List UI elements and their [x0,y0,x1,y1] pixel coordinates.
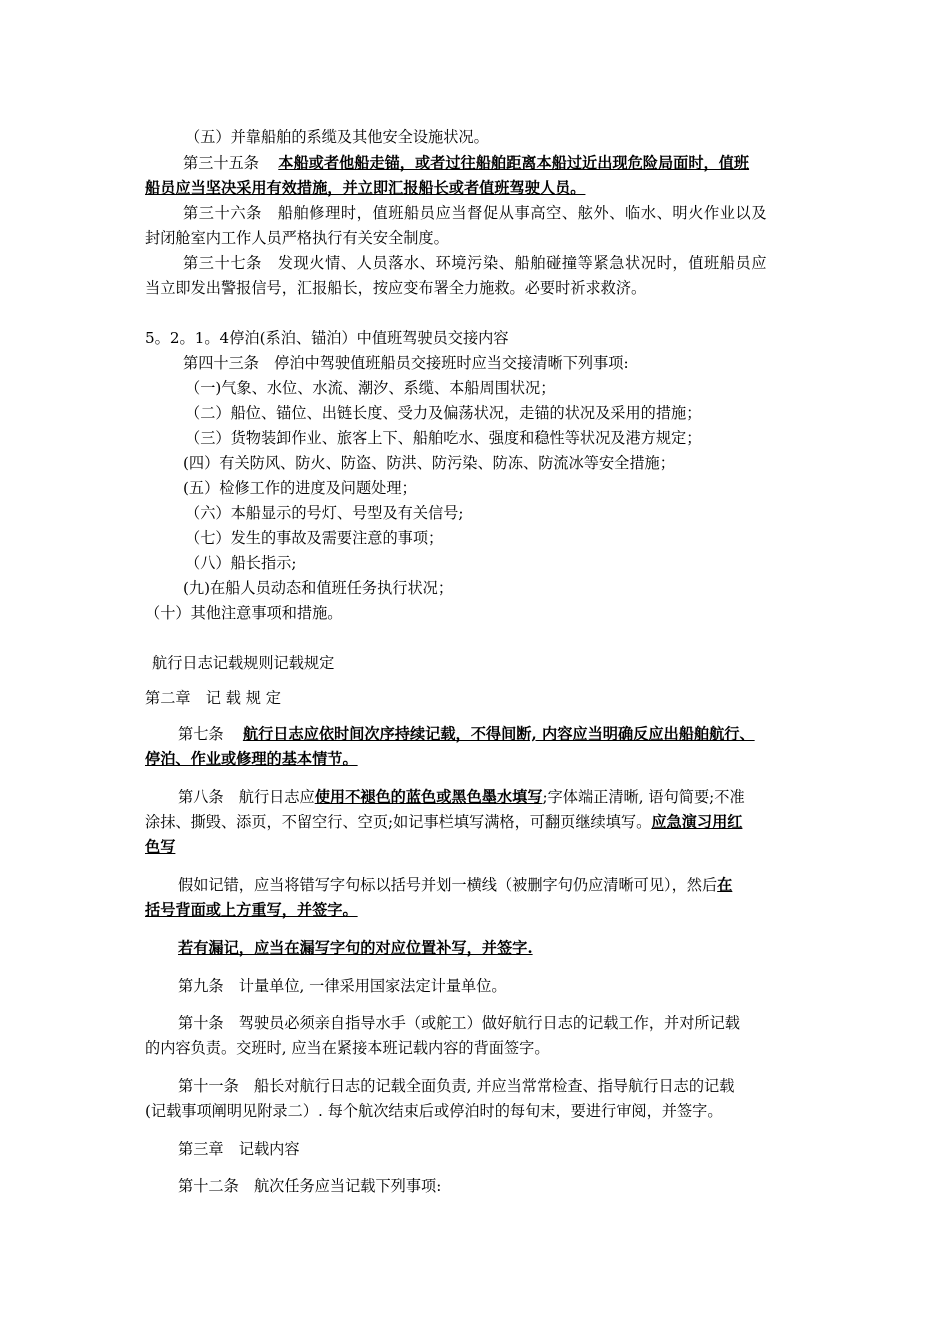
article-36-line-2: 封闭舱室内工作人员严格执行有关安全制度。 [145,229,449,247]
omission-rule: 若有漏记，应当在漏写字句的对应位置补写，并签字. [178,939,533,957]
article-8-line-3: 色写 [145,838,176,856]
error-correction-line-2: 括号背面或上方重写，并签字。 [145,901,358,919]
error-correction-line-1 [178,873,732,898]
article-9: 第九条 计量单位, 一律采用国家法定计量单位。 [178,977,507,995]
item-10: （十）其他注意事项和措施。 [145,604,343,622]
article-11-line-2: (记载事项阐明见附录二）. 每个航次结束后或停泊时的每旬末，要进行审阅，并签字。 [145,1102,723,1120]
article-7-emphasis-1: 航行日志应依时间次序持续记载，不得间断, 内容应当明确反应出船舶航行、 [242,725,755,743]
item-8: （八）船长指示; [185,554,297,572]
article-8-ink-rule: 使用不褪色的蓝色或黑色墨水填写 [314,788,543,806]
article-37-line-2: 当立即发出警报信号，汇报船长，按应变布署全力施救。必要时祈求救济。 [145,279,647,297]
article-8-style-rule: ;字体端正清晰, 语句简要;不准 [542,788,745,806]
article-7-line-2: 停泊、作业或修理的基本情节。 [145,750,358,768]
article-7-line-1 [178,722,755,747]
article-7-heading: 第七条 [178,725,224,743]
chapter-2-heading: 第二章 记 载 规 定 [145,689,281,707]
error-correction-text: 假如记错，应当将错写字句标以括号并划一横线（被删字句仍应清晰可见），然后 [178,876,718,894]
log-rules-title: 航行日志记载规则记载规定 [152,654,335,672]
item-1: （一)气象、水位、水流、潮汐、系缆、本船周围状况； [185,379,556,397]
item-5: (五）检修工作的进度及问题处理； [183,479,417,497]
article-36-line-1: 第三十六条 船舶修理时，值班船员应当督促从事高空、舷外、临水、明火作业以及 [183,204,768,222]
item-five-mooring: （五）并靠船舶的系缆及其他安全设施状况。 [185,128,489,146]
article-8-intro: 第八条 航行日志应 [178,788,315,806]
article-35-line-2: 船员应当坚决采用有效措施，并立即汇报船长或者值班驾驶人员。 [145,179,586,197]
error-correction-emphasis-1: 在 [717,876,733,894]
article-10-line-1: 第十条 驾驶员必须亲自指导水手（或舵工）做好航行日志的记载工作，并对所记载 [178,1014,740,1032]
item-2: （二）船位、锚位、出链长度、受力及偏荡状况，走锚的状况及采用的措施； [185,404,702,422]
item-4: (四）有关防风、防火、防盗、防洪、防污染、防冻、防流冰等安全措施； [183,454,675,472]
item-7: （七）发生的事故及需要注意的事项； [185,529,444,547]
item-9: (九)在船人员动态和值班任务执行状况； [183,579,454,597]
article-8-line-1 [178,785,745,810]
article-35-line-1 [183,151,749,176]
article-8-drill-red-ink: 应急演习用红 [651,813,743,831]
article-35-heading: 第三十五条 [183,154,259,172]
article-12: 第十二条 航次任务应当记载下列事项: [178,1177,442,1195]
chapter-3-heading: 第三章 记载内容 [178,1140,300,1158]
section-title-5-2-1-4: 5。2。1。4停泊(系泊、锚泊）中值班驾驶员交接内容 [145,329,509,347]
item-3: （三）货物装卸作业、旅客上下、船舶吃水、强度和稳性等状况及港方规定； [185,429,702,447]
article-35-emphasis-1: 本船或者他船走锚，或者过往船舶距离本船过近出现危险局面时，值班 [278,154,750,172]
item-6: （六）本船显示的号灯、号型及有关信号; [185,504,464,522]
article-43: 第四十三条 停泊中驾驶值班船员交接班时应当交接清晰下列事项: [183,354,629,372]
article-11-line-1: 第十一条 船长对航行日志的记载全面负责, 并应当常常检查、指导航行日志的记载 [178,1077,735,1095]
article-8-line-2 [145,810,742,835]
article-8-no-erasing: 涂抹、撕毁、添页，不留空行、空页;如记事栏填写满格，可翻页继续填写。 [145,813,652,831]
article-10-line-2: 的内容负责。交班时, 应当在紧接本班记载内容的背面签字。 [145,1039,550,1057]
article-37-line-1: 第三十七条 发现火情、人员落水、环境污染、船舶碰撞等紧急状况时，值班船员应 [183,254,768,272]
